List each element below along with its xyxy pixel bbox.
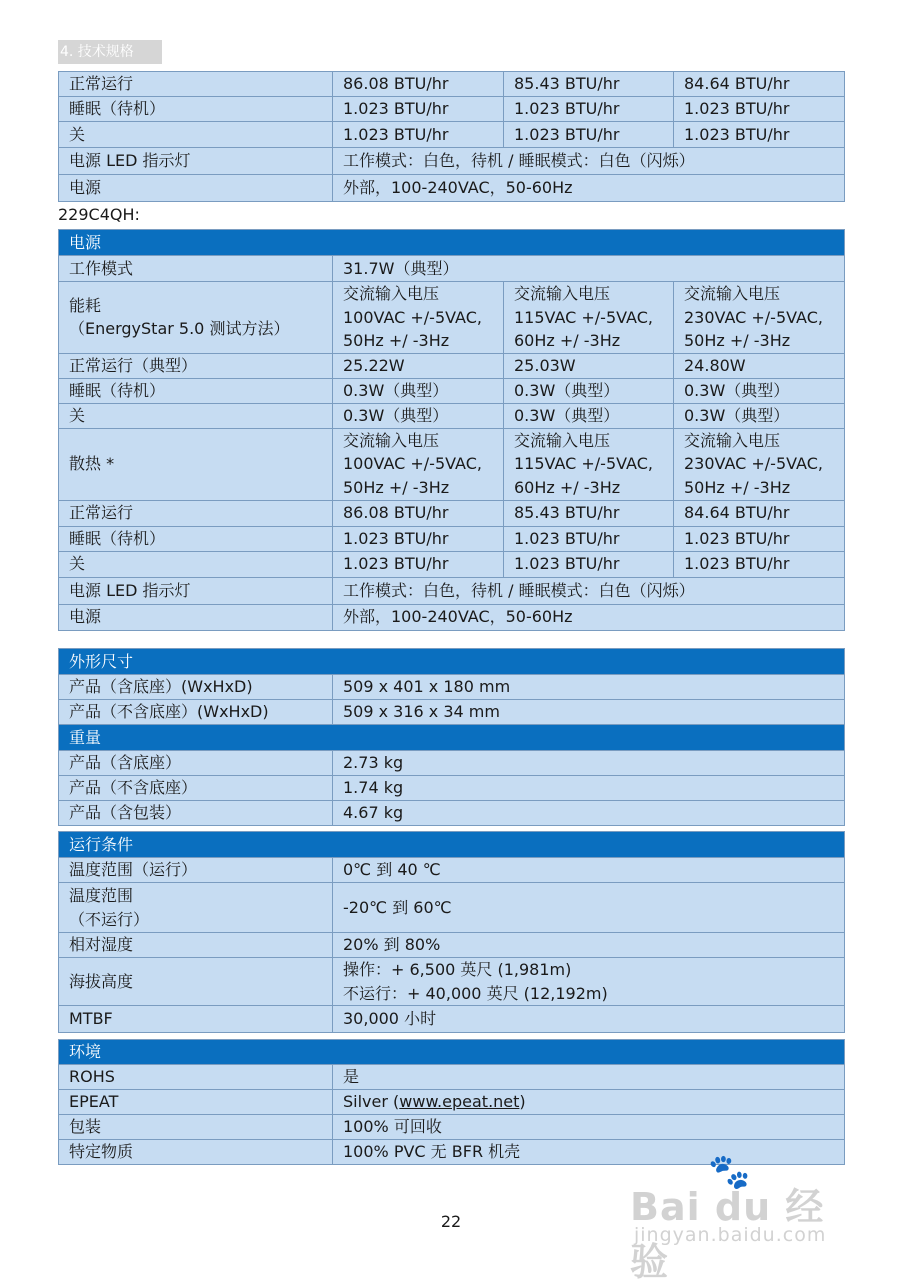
cell-value: 1.023 BTU/hr (333, 526, 504, 551)
row-label: 工作模式 (59, 256, 333, 282)
row-label: 睡眠（待机） (59, 378, 333, 403)
table-row (59, 751, 845, 776)
epeat-suffix: ) (519, 1092, 526, 1112)
cell-value: 1.023 BTU/hr (333, 97, 504, 122)
cell-value: 1.023 BTU/hr (504, 526, 674, 551)
table-row (59, 256, 845, 282)
row-label: 产品（含底座） (59, 751, 333, 776)
row-label: 正常运行 (59, 500, 333, 526)
cell-value: 24.80W (674, 353, 845, 378)
cell-value: 交流输入电压 100VAC +/-5VAC, 50Hz +/ -3Hz (333, 282, 504, 354)
table-row (59, 1006, 845, 1033)
row-label: 电源 (59, 175, 333, 202)
cell-value: 是 (333, 1065, 845, 1090)
row-label: 产品（不含底座）(WxHxD) (59, 700, 333, 725)
section-header-row (59, 230, 845, 256)
row-label: 睡眠（待机） (59, 97, 333, 122)
cell-value: 1.023 BTU/hr (674, 97, 845, 122)
table-row (59, 72, 845, 97)
cell-value: 25.22W (333, 353, 504, 378)
row-label: 正常运行（典型） (59, 353, 333, 378)
row-label: 电源 LED 指示灯 (59, 577, 333, 604)
table-row (59, 933, 845, 958)
cell-value: 30,000 小时 (333, 1006, 845, 1033)
table-row (59, 1090, 845, 1115)
table-row (59, 551, 845, 577)
operating-table (58, 831, 845, 1033)
cell-value: 交流输入电压 115VAC +/-5VAC, 60Hz +/ -3Hz (504, 282, 674, 354)
row-label: 能耗 （EnergyStar 5.0 测试方法） (59, 282, 333, 354)
section-header-row (59, 1040, 845, 1065)
cell-value: 509 x 401 x 180 mm (333, 675, 845, 700)
cell-value (333, 1090, 845, 1115)
cell-value: 外部，100-240VAC，50-60Hz (333, 175, 845, 202)
cell-value: 84.64 BTU/hr (674, 500, 845, 526)
cell-value: 4.67 kg (333, 801, 845, 826)
cell-value: 20% 到 80% (333, 933, 845, 958)
cell-value: 25.03W (504, 353, 674, 378)
cell-value: 交流输入电压 230VAC +/-5VAC, 50Hz +/ -3Hz (674, 428, 845, 500)
cell-value: 85.43 BTU/hr (504, 72, 674, 97)
epeat-prefix: Silver ( (343, 1092, 400, 1112)
row-label: 关 (59, 551, 333, 577)
row-label: 产品（不含底座） (59, 776, 333, 801)
table-row (59, 378, 845, 403)
row-label: 相对湿度 (59, 933, 333, 958)
cell-value: 交流输入电压 115VAC +/-5VAC, 60Hz +/ -3Hz (504, 428, 674, 500)
cell-value: 1.023 BTU/hr (504, 97, 674, 122)
table-row (59, 526, 845, 551)
cell-value: 交流输入电压 100VAC +/-5VAC, 50Hz +/ -3Hz (333, 428, 504, 500)
epeat-link[interactable]: www.epeat.net (399, 1092, 520, 1112)
cell-value: 100% PVC 无 BFR 机壳 (333, 1140, 845, 1165)
table-row (59, 175, 845, 202)
watermark-main: Bai du 经验 (630, 1185, 825, 1284)
section-title: 外形尺寸 (59, 649, 845, 675)
row-label: 包装 (59, 1115, 333, 1140)
row-label: 关 (59, 403, 333, 428)
cell-value: 交流输入电压 230VAC +/-5VAC, 50Hz +/ -3Hz (674, 282, 845, 354)
cell-value: 1.023 BTU/hr (674, 551, 845, 577)
table-row (59, 801, 845, 826)
watermark-url: jingyan.baidu.com (634, 1224, 827, 1246)
cell-value: 1.023 BTU/hr (333, 551, 504, 577)
cell-value: 84.64 BTU/hr (674, 72, 845, 97)
cell-value: 1.023 BTU/hr (674, 122, 845, 148)
table-row (59, 700, 845, 725)
table-row (59, 776, 845, 801)
table-row (59, 858, 845, 883)
cell-value: 509 x 316 x 34 mm (333, 700, 845, 725)
row-label: 正常运行 (59, 72, 333, 97)
cell-value: 1.023 BTU/hr (333, 122, 504, 148)
cell-value: 0.3W（典型） (504, 378, 674, 403)
cell-value: 2.73 kg (333, 751, 845, 776)
section-header-row (59, 832, 845, 858)
power-table (58, 229, 845, 631)
row-label: 产品（含包装） (59, 801, 333, 826)
row-label: EPEAT (59, 1090, 333, 1115)
section-header-row (59, 725, 845, 751)
table-row (59, 403, 845, 428)
table-row (59, 675, 845, 700)
cell-value: 1.023 BTU/hr (504, 122, 674, 148)
section-tag: 4. 技术规格 (58, 40, 162, 64)
cell-value: 工作模式：白色，待机 / 睡眠模式：白色（闪烁） (333, 148, 845, 175)
row-label: 海拔高度 (59, 958, 333, 1006)
section-header-row (59, 649, 845, 675)
baidu-watermark (630, 1152, 840, 1284)
section-title: 电源 (59, 230, 845, 256)
cell-value: 1.023 BTU/hr (504, 551, 674, 577)
table-row (59, 883, 845, 933)
cell-value: 0.3W（典型） (333, 403, 504, 428)
section-title: 运行条件 (59, 832, 845, 858)
model-caption: 229C4QH: (58, 205, 140, 224)
row-label: 温度范围 （不运行） (59, 883, 333, 933)
environment-table (58, 1039, 845, 1165)
table-row (59, 958, 845, 1006)
cell-value: 操作：+ 6,500 英尺 (1,981m) 不运行：+ 40,000 英尺 (12,192m) (333, 958, 845, 1006)
cell-value: 1.023 BTU/hr (674, 526, 845, 551)
row-label: ROHS (59, 1065, 333, 1090)
row-label: 关 (59, 122, 333, 148)
table-row (59, 1115, 845, 1140)
row-label: 电源 LED 指示灯 (59, 148, 333, 175)
cell-value: 0.3W（典型） (674, 403, 845, 428)
table-row (59, 604, 845, 630)
top-spec-table (58, 71, 845, 202)
row-label: 特定物质 (59, 1140, 333, 1165)
row-label: 电源 (59, 604, 333, 630)
row-label: 产品（含底座）(WxHxD) (59, 675, 333, 700)
row-label: 散热 * (59, 428, 333, 500)
row-label: MTBF (59, 1006, 333, 1033)
cell-value: 0.3W（典型） (504, 403, 674, 428)
cell-value: 0.3W（典型） (674, 378, 845, 403)
cell-value: 86.08 BTU/hr (333, 500, 504, 526)
cell-value: 85.43 BTU/hr (504, 500, 674, 526)
row-label: 睡眠（待机） (59, 526, 333, 551)
cell-value: 1.74 kg (333, 776, 845, 801)
cell-value: 100% 可回收 (333, 1115, 845, 1140)
table-row (59, 353, 845, 378)
table-row (59, 148, 845, 175)
table-row (59, 577, 845, 604)
section-title: 环境 (59, 1040, 845, 1065)
page-number: 22 (440, 1212, 462, 1231)
table-row (59, 428, 845, 500)
section-title: 重量 (59, 725, 845, 751)
cell-value: 工作模式：白色，待机 / 睡眠模式：白色（闪烁） (333, 577, 845, 604)
table-row (59, 97, 845, 122)
table-row (59, 282, 845, 354)
cell-value: 86.08 BTU/hr (333, 72, 504, 97)
dimensions-table (58, 648, 845, 826)
cell-value: 0℃ 到 40 ℃ (333, 858, 845, 883)
table-row (59, 500, 845, 526)
cell-value: -20℃ 到 60℃ (333, 883, 845, 933)
cell-value: 外部，100-240VAC，50-60Hz (333, 604, 845, 630)
row-label: 温度范围（运行） (59, 858, 333, 883)
paw-icon: 🐾 (708, 1152, 751, 1192)
cell-value: 31.7W（典型） (333, 256, 845, 282)
table-row (59, 1065, 845, 1090)
cell-value: 0.3W（典型） (333, 378, 504, 403)
table-row (59, 122, 845, 148)
